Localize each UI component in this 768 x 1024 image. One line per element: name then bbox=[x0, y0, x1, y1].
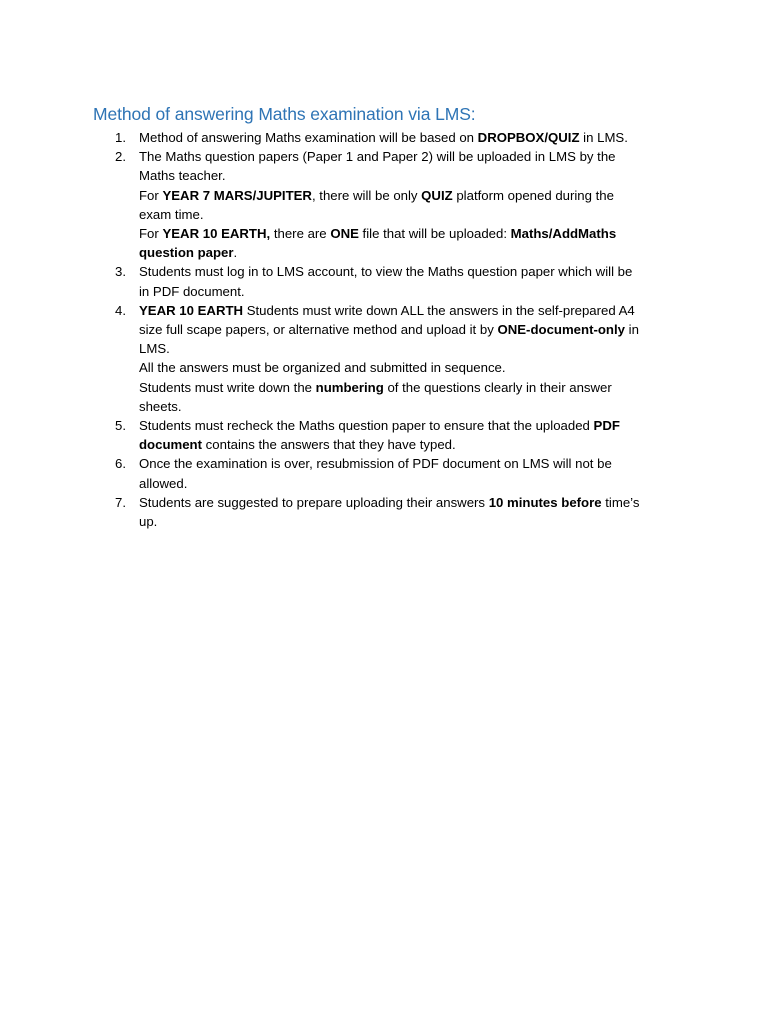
list-item-line bbox=[139, 128, 679, 147]
body-text: LMS. bbox=[139, 341, 170, 357]
list-item-number: 6. bbox=[115, 456, 126, 472]
list-item-line bbox=[139, 512, 679, 531]
list-item-line bbox=[139, 205, 679, 224]
body-text: platform opened during the bbox=[452, 187, 614, 203]
list-item-number: 2. bbox=[115, 149, 126, 165]
list-item-line bbox=[139, 262, 679, 281]
bold-text: ONE bbox=[330, 226, 359, 242]
bold-text: YEAR 10 EARTH, bbox=[162, 226, 271, 242]
instruction-list bbox=[0, 128, 768, 531]
list-item-line bbox=[139, 243, 679, 262]
list-item bbox=[0, 128, 679, 147]
list-item bbox=[0, 454, 679, 492]
bold-text: Maths/AddMaths bbox=[510, 226, 617, 242]
body-text: Students must write down ALL the answers in the self-prepared A4 bbox=[243, 302, 635, 318]
body-text: Maths teacher. bbox=[139, 168, 226, 184]
body-text: of the questions clearly in their answer bbox=[383, 379, 612, 395]
list-item-line bbox=[139, 474, 679, 493]
body-text: . bbox=[233, 245, 238, 261]
list-item-line bbox=[139, 147, 679, 166]
body-text: exam time. bbox=[139, 206, 204, 222]
bold-text: YEAR 7 MARS/JUPITER bbox=[162, 187, 312, 203]
body-text: , there will be only bbox=[311, 187, 422, 203]
list-item-line bbox=[139, 378, 679, 397]
body-text: contains the answers that they have typed. bbox=[202, 437, 456, 453]
list-item-number: 4. bbox=[115, 302, 126, 318]
list-item bbox=[0, 416, 679, 454]
bold-text: DROPBOX/QUIZ bbox=[477, 130, 580, 145]
body-text: Method of answering Maths examination will be based on bbox=[139, 130, 478, 145]
body-text: sheets. bbox=[139, 398, 182, 414]
list-item-line bbox=[139, 186, 679, 205]
document-heading: Method of answering Maths examination via LMS: bbox=[93, 104, 476, 124]
bold-text: numbering bbox=[315, 379, 384, 395]
list-item-line bbox=[139, 282, 679, 301]
list-item-number: 1. bbox=[115, 130, 126, 145]
bold-text: question paper bbox=[139, 245, 234, 261]
list-item-number: 7. bbox=[115, 494, 126, 510]
body-text: Students must recheck the Maths question paper to ensure that the uploaded bbox=[139, 418, 594, 434]
body-text: Students must log in to LMS account, to view the Maths question paper which will be bbox=[139, 264, 633, 280]
body-text: All the answers must be organized and submitted in sequence. bbox=[139, 360, 506, 376]
body-text: size full scape papers, or alternative method and upload it by bbox=[139, 322, 498, 338]
list-item-line bbox=[139, 166, 679, 185]
body-text: For bbox=[139, 226, 163, 242]
list-item-line bbox=[139, 301, 679, 320]
list-item-line bbox=[139, 320, 679, 339]
body-text: in LMS. bbox=[579, 130, 628, 145]
bold-text: document bbox=[139, 437, 203, 453]
list-item-number: 5. bbox=[115, 418, 126, 434]
list-item bbox=[0, 262, 679, 300]
list-item-line bbox=[139, 454, 679, 473]
body-text: allowed. bbox=[139, 475, 188, 491]
bold-text: PDF bbox=[593, 418, 620, 434]
body-text: in PDF document. bbox=[139, 283, 245, 299]
list-item-line bbox=[139, 224, 679, 243]
list-item-line bbox=[139, 339, 679, 358]
list-item-line bbox=[139, 397, 679, 416]
body-text: Students are suggested to prepare uploading their answers bbox=[139, 494, 489, 510]
list-item-line bbox=[139, 493, 679, 512]
body-text: there are bbox=[270, 226, 331, 242]
list-item bbox=[0, 493, 679, 531]
list-item-number: 3. bbox=[115, 264, 126, 280]
body-text: file that will be uploaded: bbox=[358, 226, 511, 242]
body-text: time’s bbox=[601, 494, 640, 510]
body-text: Students must write down the bbox=[139, 379, 316, 395]
list-item-line bbox=[139, 358, 679, 377]
bold-text: QUIZ bbox=[421, 187, 453, 203]
body-text: The Maths question papers (Paper 1 and Paper 2) will be uploaded in LMS by the bbox=[139, 149, 616, 165]
body-text: For bbox=[139, 187, 163, 203]
list-item-line bbox=[139, 435, 679, 454]
list-item bbox=[0, 301, 679, 416]
body-text: up. bbox=[139, 514, 158, 530]
list-item bbox=[0, 147, 679, 262]
body-text: Once the examination is over, resubmission of PDF document on LMS will not be bbox=[139, 456, 612, 472]
list-item-line bbox=[139, 416, 679, 435]
bold-text: YEAR 10 EARTH bbox=[139, 302, 244, 318]
bold-text: ONE-document-only bbox=[497, 322, 625, 338]
bold-text: 10 minutes before bbox=[488, 494, 602, 510]
body-text: in bbox=[624, 322, 639, 338]
